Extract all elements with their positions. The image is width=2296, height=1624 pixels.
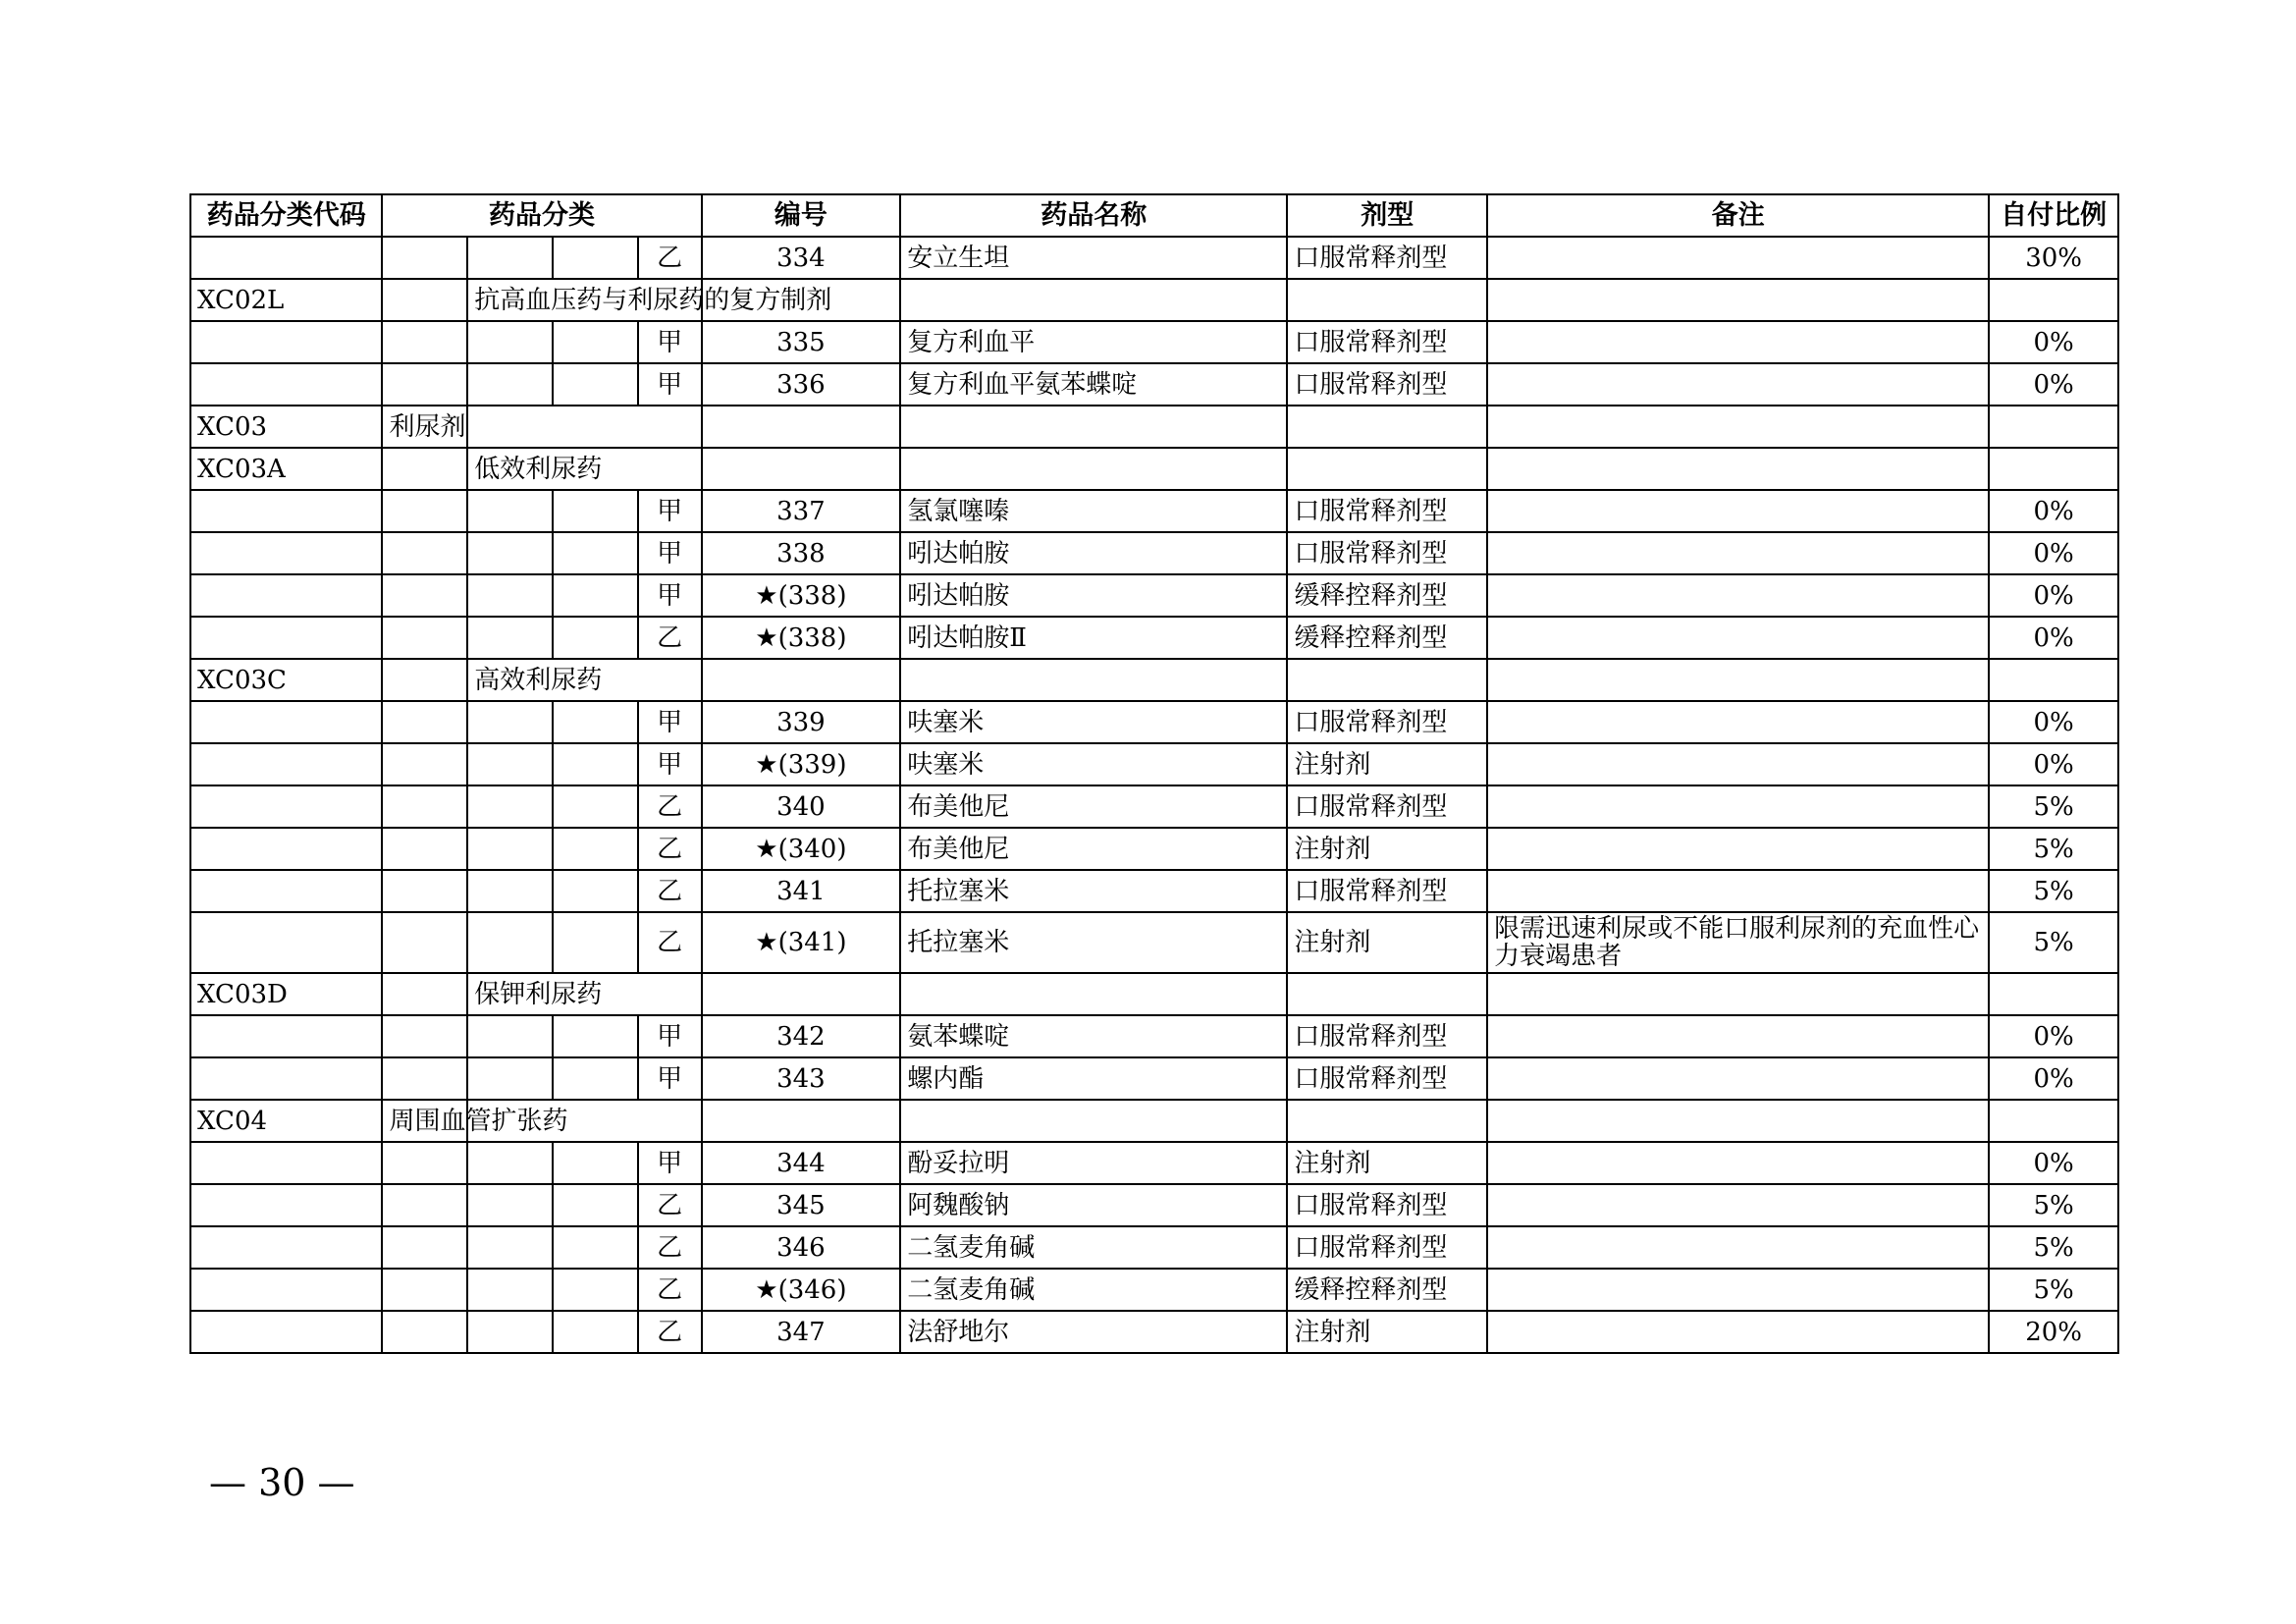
cell-level-3	[553, 1142, 638, 1184]
cell-form: 注射剂	[1287, 828, 1487, 870]
cell-level-3	[553, 701, 638, 743]
cell-level-1	[382, 532, 467, 574]
cell-level-2	[467, 321, 553, 363]
cell-number: 337	[702, 490, 901, 532]
cell-level-2	[467, 363, 553, 406]
cell-ratio	[1989, 406, 2118, 448]
cell-note	[1487, 1142, 1989, 1184]
cell-form: 口服常释剂型	[1287, 1226, 1487, 1269]
cell-code	[190, 1057, 382, 1100]
header-note: 备注	[1487, 194, 1989, 237]
cell-name	[900, 279, 1287, 321]
cell-form: 注射剂	[1287, 912, 1487, 973]
cell-code: XC03C	[190, 659, 382, 701]
cell-note	[1487, 279, 1989, 321]
cell-note: 限需迅速利尿或不能口服利尿剂的充血性心力衰竭患者	[1487, 912, 1989, 973]
drug-row	[190, 574, 2118, 617]
cell-ratio: 0%	[1989, 574, 2118, 617]
cell-level-1	[382, 870, 467, 912]
drug-row	[190, 828, 2118, 870]
header-name: 药品名称	[900, 194, 1287, 237]
drug-row	[190, 1057, 2118, 1100]
cell-level-2	[467, 743, 553, 785]
cell-name: 吲达帕胺	[900, 532, 1287, 574]
category-row	[190, 659, 2118, 701]
cell-note	[1487, 363, 1989, 406]
cell-level-1	[382, 1142, 467, 1184]
cell-ratio: 5%	[1989, 912, 2118, 973]
cell-ratio: 0%	[1989, 321, 2118, 363]
cell-name: 法舒地尔	[900, 1311, 1287, 1353]
cell-code	[190, 1311, 382, 1353]
cell-number: ★(346)	[702, 1269, 901, 1311]
cell-name	[900, 448, 1287, 490]
cell-number: 343	[702, 1057, 901, 1100]
header-category: 药品分类	[382, 194, 701, 237]
cell-grade: 甲	[638, 743, 702, 785]
cell-number: ★(340)	[702, 828, 901, 870]
cell-code	[190, 321, 382, 363]
cell-form: 缓释控释剂型	[1287, 574, 1487, 617]
cell-form: 口服常释剂型	[1287, 1015, 1487, 1057]
cell-number: 341	[702, 870, 901, 912]
cell-number: 342	[702, 1015, 901, 1057]
cell-note	[1487, 870, 1989, 912]
cell-name: 二氢麦角碱	[900, 1269, 1287, 1311]
cell-grade: 甲	[638, 1015, 702, 1057]
cell-level-1	[382, 1015, 467, 1057]
cell-level-1	[382, 1269, 467, 1311]
category-row	[190, 448, 2118, 490]
cell-code	[190, 743, 382, 785]
cell-form	[1287, 659, 1487, 701]
cell-grade: 甲	[638, 490, 702, 532]
cell-ratio: 0%	[1989, 617, 2118, 659]
cell-number: 336	[702, 363, 901, 406]
cell-number: 346	[702, 1226, 901, 1269]
drug-row	[190, 363, 2118, 406]
cell-ratio: 5%	[1989, 870, 2118, 912]
cell-number	[702, 448, 901, 490]
cell-level-2	[467, 1142, 553, 1184]
cell-form: 注射剂	[1287, 743, 1487, 785]
cell-number: 334	[702, 237, 901, 279]
cell-level-1	[382, 237, 467, 279]
cell-name: 复方利血平氨苯蝶啶	[900, 363, 1287, 406]
table-body	[190, 237, 2118, 1353]
cell-ratio	[1989, 973, 2118, 1015]
cell-ratio: 20%	[1989, 1311, 2118, 1353]
cell-level-2	[467, 828, 553, 870]
cell-note	[1487, 1057, 1989, 1100]
cell-note	[1487, 574, 1989, 617]
cell-level-1	[382, 912, 467, 973]
header-ratio: 自付比例	[1989, 194, 2118, 237]
cell-note	[1487, 406, 1989, 448]
cell-level-2	[467, 574, 553, 617]
cell-form: 口服常释剂型	[1287, 870, 1487, 912]
cell-ratio: 5%	[1989, 1269, 2118, 1311]
cell-empty	[382, 973, 467, 1015]
cell-level-3	[553, 1269, 638, 1311]
cell-level-2	[467, 701, 553, 743]
cell-level-1	[382, 363, 467, 406]
cell-empty	[467, 406, 701, 448]
cell-name: 螺内酯	[900, 1057, 1287, 1100]
cell-form	[1287, 448, 1487, 490]
cell-level-2	[467, 1057, 553, 1100]
cell-ratio: 0%	[1989, 1015, 2118, 1057]
cell-category: 利尿剂	[382, 406, 467, 448]
cell-name	[900, 659, 1287, 701]
cell-grade: 乙	[638, 912, 702, 973]
cell-form: 口服常释剂型	[1287, 785, 1487, 828]
cell-name: 呋塞米	[900, 743, 1287, 785]
cell-level-1	[382, 1226, 467, 1269]
cell-code: XC03A	[190, 448, 382, 490]
cell-name: 托拉塞米	[900, 912, 1287, 973]
cell-note	[1487, 785, 1989, 828]
cell-level-1	[382, 574, 467, 617]
cell-ratio: 5%	[1989, 785, 2118, 828]
cell-note	[1487, 448, 1989, 490]
cell-ratio: 30%	[1989, 237, 2118, 279]
cell-number	[702, 406, 901, 448]
cell-level-1	[382, 743, 467, 785]
cell-form: 缓释控释剂型	[1287, 1269, 1487, 1311]
cell-number: ★(338)	[702, 617, 901, 659]
cell-code	[190, 363, 382, 406]
cell-level-1	[382, 617, 467, 659]
cell-number	[702, 1100, 901, 1142]
cell-category: 保钾利尿药	[467, 973, 701, 1015]
cell-form: 口服常释剂型	[1287, 490, 1487, 532]
cell-number: 344	[702, 1142, 901, 1184]
cell-name: 氢氯噻嗪	[900, 490, 1287, 532]
cell-ratio: 0%	[1989, 701, 2118, 743]
cell-code	[190, 828, 382, 870]
cell-level-2	[467, 237, 553, 279]
cell-category: 高效利尿药	[467, 659, 701, 701]
drug-row	[190, 912, 2118, 973]
cell-ratio: 0%	[1989, 1142, 2118, 1184]
cell-category: 抗高血压药与利尿药的复方制剂	[467, 279, 701, 321]
cell-level-3	[553, 1184, 638, 1226]
cell-code: XC02L	[190, 279, 382, 321]
cell-form: 口服常释剂型	[1287, 363, 1487, 406]
cell-level-3	[553, 490, 638, 532]
cell-level-3	[553, 870, 638, 912]
drug-row	[190, 1184, 2118, 1226]
cell-code	[190, 1015, 382, 1057]
header-number: 编号	[702, 194, 901, 237]
cell-form: 口服常释剂型	[1287, 1057, 1487, 1100]
cell-note	[1487, 973, 1989, 1015]
cell-form: 口服常释剂型	[1287, 237, 1487, 279]
cell-level-3	[553, 1057, 638, 1100]
drug-row	[190, 617, 2118, 659]
drug-row	[190, 1269, 2118, 1311]
cell-level-3	[553, 1311, 638, 1353]
cell-name: 托拉塞米	[900, 870, 1287, 912]
cell-ratio: 0%	[1989, 1057, 2118, 1100]
cell-number: ★(338)	[702, 574, 901, 617]
cell-form: 口服常释剂型	[1287, 701, 1487, 743]
cell-name: 吲达帕胺Ⅱ	[900, 617, 1287, 659]
cell-code	[190, 701, 382, 743]
cell-level-3	[553, 828, 638, 870]
cell-form: 口服常释剂型	[1287, 1184, 1487, 1226]
cell-name: 酚妥拉明	[900, 1142, 1287, 1184]
cell-level-2	[467, 785, 553, 828]
cell-number: 339	[702, 701, 901, 743]
cell-level-2	[467, 1269, 553, 1311]
cell-name: 布美他尼	[900, 785, 1287, 828]
cell-ratio: 5%	[1989, 1184, 2118, 1226]
cell-category: 低效利尿药	[467, 448, 701, 490]
cell-grade: 乙	[638, 617, 702, 659]
cell-code	[190, 617, 382, 659]
cell-note	[1487, 1184, 1989, 1226]
cell-grade: 乙	[638, 1184, 702, 1226]
cell-number: ★(341)	[702, 912, 901, 973]
cell-name	[900, 406, 1287, 448]
cell-note	[1487, 321, 1989, 363]
cell-level-2	[467, 617, 553, 659]
cell-level-3	[553, 532, 638, 574]
cell-grade: 乙	[638, 237, 702, 279]
cell-code	[190, 1269, 382, 1311]
cell-name: 阿魏酸钠	[900, 1184, 1287, 1226]
cell-level-1	[382, 1057, 467, 1100]
cell-ratio	[1989, 659, 2118, 701]
cell-form: 注射剂	[1287, 1142, 1487, 1184]
cell-level-2	[467, 1311, 553, 1353]
cell-name	[900, 973, 1287, 1015]
cell-grade: 甲	[638, 574, 702, 617]
cell-level-1	[382, 785, 467, 828]
cell-grade: 乙	[638, 870, 702, 912]
drug-row	[190, 237, 2118, 279]
cell-level-2	[467, 870, 553, 912]
cell-level-3	[553, 574, 638, 617]
cell-ratio: 0%	[1989, 532, 2118, 574]
cell-number: 347	[702, 1311, 901, 1353]
cell-empty	[382, 659, 467, 701]
cell-form	[1287, 279, 1487, 321]
drug-row	[190, 490, 2118, 532]
cell-number: 340	[702, 785, 901, 828]
cell-ratio	[1989, 279, 2118, 321]
cell-number: 338	[702, 532, 901, 574]
cell-note	[1487, 743, 1989, 785]
header-code: 药品分类代码	[190, 194, 382, 237]
cell-level-3	[553, 617, 638, 659]
cell-grade: 乙	[638, 1269, 702, 1311]
cell-note	[1487, 701, 1989, 743]
category-row	[190, 1100, 2118, 1142]
category-row	[190, 279, 2118, 321]
cell-level-1	[382, 490, 467, 532]
cell-grade: 乙	[638, 785, 702, 828]
cell-level-1	[382, 1311, 467, 1353]
cell-level-3	[553, 1015, 638, 1057]
cell-level-1	[382, 828, 467, 870]
cell-level-2	[467, 1015, 553, 1057]
cell-grade: 甲	[638, 1057, 702, 1100]
cell-ratio: 5%	[1989, 828, 2118, 870]
drug-row	[190, 785, 2118, 828]
drug-row	[190, 1015, 2118, 1057]
drug-row	[190, 1226, 2118, 1269]
cell-level-3	[553, 237, 638, 279]
cell-code	[190, 785, 382, 828]
drug-row	[190, 701, 2118, 743]
cell-level-3	[553, 321, 638, 363]
cell-grade: 乙	[638, 1226, 702, 1269]
category-row	[190, 406, 2118, 448]
cell-number	[702, 659, 901, 701]
cell-note	[1487, 828, 1989, 870]
cell-level-1	[382, 1184, 467, 1226]
cell-number: ★(339)	[702, 743, 901, 785]
cell-level-3	[553, 912, 638, 973]
cell-note	[1487, 1100, 1989, 1142]
cell-level-2	[467, 1184, 553, 1226]
cell-note	[1487, 659, 1989, 701]
cell-ratio: 0%	[1989, 490, 2118, 532]
cell-name	[900, 1100, 1287, 1142]
cell-code: XC04	[190, 1100, 382, 1142]
cell-number: 345	[702, 1184, 901, 1226]
cell-note	[1487, 1269, 1989, 1311]
drug-row	[190, 321, 2118, 363]
cell-code	[190, 490, 382, 532]
cell-note	[1487, 532, 1989, 574]
cell-code	[190, 870, 382, 912]
cell-ratio	[1989, 1100, 2118, 1142]
cell-form: 缓释控释剂型	[1287, 617, 1487, 659]
cell-note	[1487, 1015, 1989, 1057]
cell-level-3	[553, 1226, 638, 1269]
cell-name: 安立生坦	[900, 237, 1287, 279]
cell-form	[1287, 1100, 1487, 1142]
cell-form	[1287, 973, 1487, 1015]
cell-number	[702, 973, 901, 1015]
drug-row	[190, 1311, 2118, 1353]
cell-note	[1487, 490, 1989, 532]
cell-number: 335	[702, 321, 901, 363]
cell-name: 布美他尼	[900, 828, 1287, 870]
cell-code: XC03	[190, 406, 382, 448]
cell-note	[1487, 237, 1989, 279]
cell-level-2	[467, 532, 553, 574]
cell-ratio: 0%	[1989, 743, 2118, 785]
cell-code	[190, 1142, 382, 1184]
drug-table	[189, 193, 2119, 1354]
cell-name: 复方利血平	[900, 321, 1287, 363]
drug-row	[190, 743, 2118, 785]
cell-code	[190, 237, 382, 279]
drug-row	[190, 1142, 2118, 1184]
cell-level-3	[553, 363, 638, 406]
cell-ratio: 0%	[1989, 363, 2118, 406]
cell-name: 吲达帕胺	[900, 574, 1287, 617]
cell-code	[190, 1184, 382, 1226]
cell-grade: 甲	[638, 1142, 702, 1184]
cell-code	[190, 532, 382, 574]
cell-name: 氨苯蝶啶	[900, 1015, 1287, 1057]
cell-code	[190, 912, 382, 973]
cell-level-3	[553, 785, 638, 828]
cell-name: 二氢麦角碱	[900, 1226, 1287, 1269]
cell-ratio	[1989, 448, 2118, 490]
cell-note	[1487, 617, 1989, 659]
cell-grade: 甲	[638, 363, 702, 406]
cell-code	[190, 574, 382, 617]
header-form: 剂型	[1287, 194, 1487, 237]
cell-name: 呋塞米	[900, 701, 1287, 743]
cell-note	[1487, 1226, 1989, 1269]
cell-level-2	[467, 1226, 553, 1269]
page-number: — 30 —	[209, 1461, 355, 1504]
cell-level-2	[467, 490, 553, 532]
cell-code: XC03D	[190, 973, 382, 1015]
cell-empty	[382, 279, 467, 321]
cell-level-1	[382, 701, 467, 743]
drug-row	[190, 532, 2118, 574]
cell-note	[1487, 1311, 1989, 1353]
cell-code	[190, 1226, 382, 1269]
cell-level-3	[553, 743, 638, 785]
cell-form: 口服常释剂型	[1287, 321, 1487, 363]
cell-empty	[382, 448, 467, 490]
cell-grade: 乙	[638, 828, 702, 870]
cell-grade: 乙	[638, 1311, 702, 1353]
cell-grade: 甲	[638, 532, 702, 574]
cell-ratio: 5%	[1989, 1226, 2118, 1269]
cell-form: 注射剂	[1287, 1311, 1487, 1353]
table-header-row	[190, 194, 2118, 237]
cell-category: 周围血管扩张药	[382, 1100, 467, 1142]
cell-grade: 甲	[638, 701, 702, 743]
cell-grade: 甲	[638, 321, 702, 363]
drug-row	[190, 870, 2118, 912]
cell-level-1	[382, 321, 467, 363]
category-row	[190, 973, 2118, 1015]
cell-form: 口服常释剂型	[1287, 532, 1487, 574]
cell-level-2	[467, 912, 553, 973]
cell-form	[1287, 406, 1487, 448]
